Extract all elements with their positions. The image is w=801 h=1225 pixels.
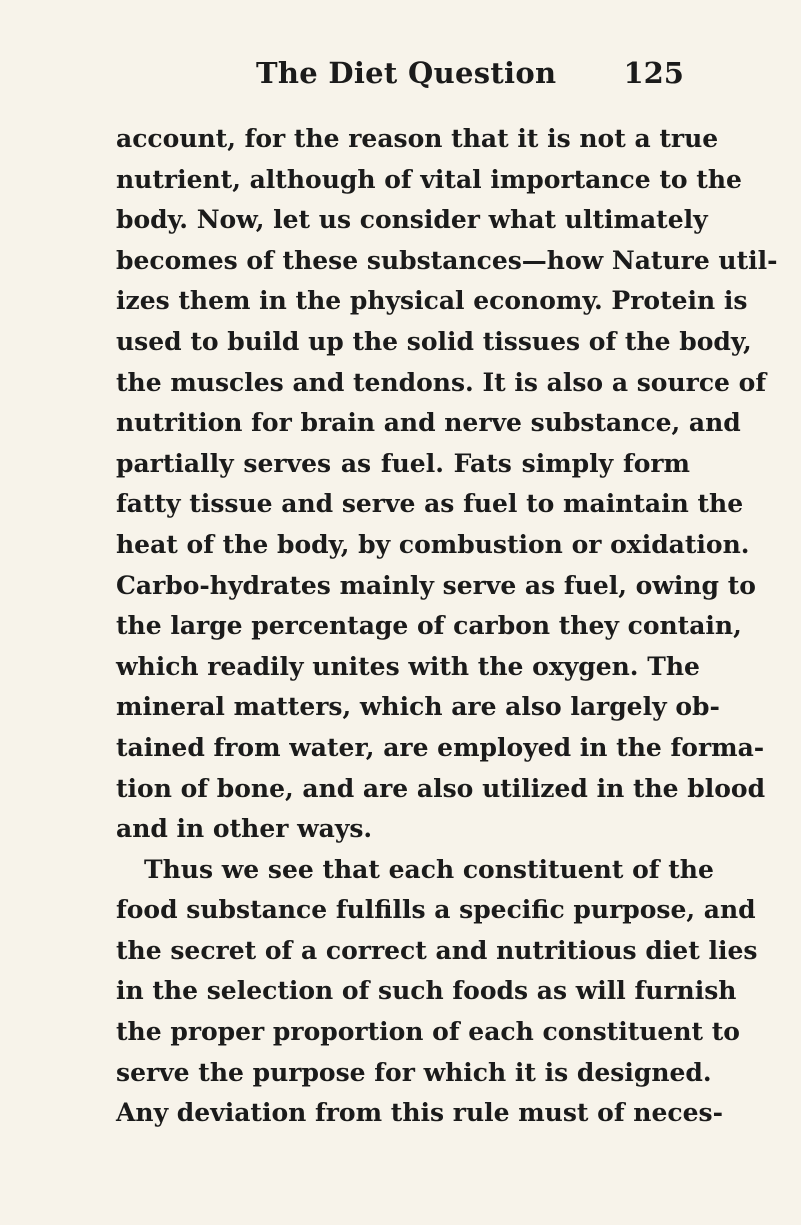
text-line: the secret of a correct and nutritious diet lies bbox=[116, 935, 758, 965]
text-line: in the selection of such foods as will furnish bbox=[116, 976, 737, 1006]
text-line: tained from water, are employed in the forma- bbox=[116, 732, 765, 762]
text-line: food substance fulfills a specific purpose, and bbox=[116, 895, 756, 925]
body-text bbox=[116, 119, 778, 1134]
text-line: partially serves as fuel. Fats simply form bbox=[116, 448, 690, 478]
text-line: used to build up the solid tissues of the body, bbox=[116, 326, 752, 356]
text-line: izes them in the physical economy. Protein is bbox=[116, 286, 748, 316]
text-line: nutrient, although of vital importance to the bbox=[116, 164, 742, 194]
text-line: Any deviation from this rule must of neces- bbox=[116, 1098, 723, 1128]
text-line: serve the purpose for which it is designed. bbox=[116, 1057, 712, 1087]
text-line: body. Now, let us consider what ultimately bbox=[116, 205, 708, 235]
text-line: nutrition for brain and nerve substance, and bbox=[116, 408, 741, 438]
text-line: becomes of these substances—how Nature util- bbox=[116, 245, 778, 275]
text-line: which readily unites with the oxygen. The bbox=[116, 651, 700, 681]
text-line: mineral matters, which are also largely ob- bbox=[116, 692, 720, 722]
text-line: account, for the reason that it is not a true bbox=[116, 124, 719, 153]
text-line: tion of bone, and are also utilized in the blood bbox=[116, 773, 766, 803]
text-line: heat of the body, by combustion or oxidation. bbox=[116, 529, 750, 559]
paragraph-start-line: Thus we see that each constituent of the bbox=[144, 854, 714, 884]
text-line: the proper proportion of each constituent to bbox=[116, 1017, 740, 1047]
paragraph-end-line: and in other ways. bbox=[116, 814, 373, 844]
page-header bbox=[256, 56, 684, 100]
text-line: the muscles and tendons. It is also a source of bbox=[116, 367, 767, 397]
text-line: the large percentage of carbon they contain, bbox=[116, 611, 742, 641]
text-line: fatty tissue and serve as fuel to maintain the bbox=[116, 489, 744, 519]
page-number: 125 bbox=[623, 56, 684, 90]
text-line: Carbo-hydrates mainly serve as fuel, owing to bbox=[116, 570, 756, 600]
running-title: The Diet Question bbox=[256, 56, 557, 90]
